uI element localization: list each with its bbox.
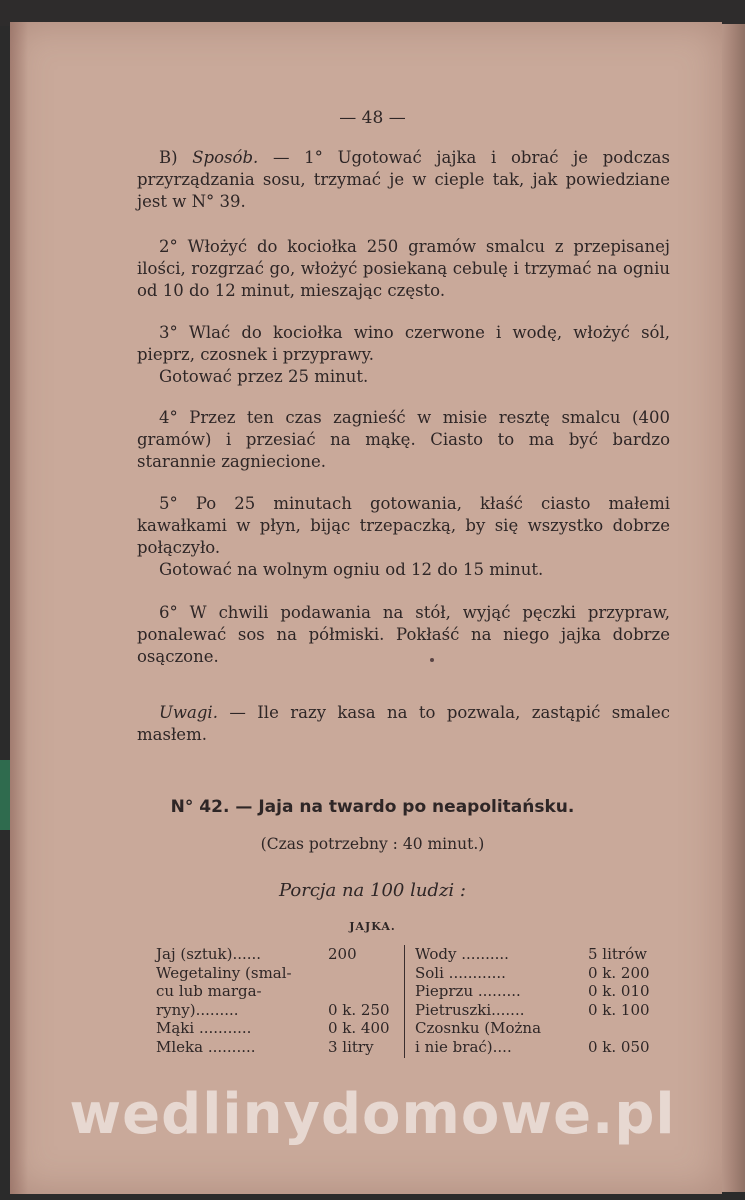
ingredient-quantity: 0 k. 100 [588, 1000, 650, 1019]
ingredient-name: i nie brać).... [415, 1037, 512, 1056]
ingredient-name: Soli ............ [415, 963, 506, 982]
remarks-text: Uwagi. — Ile razy kasa na to pozwala, zastąpić smalec masłem. [137, 703, 670, 744]
ink-speck [430, 658, 434, 662]
ingredient-row [156, 1019, 401, 1038]
lead-word: Uwagi. [159, 703, 218, 722]
recipe-heading [0, 797, 745, 817]
ingredient-name: Pieprzu ......... [415, 982, 521, 1000]
recipe-portion: Porcja na 100 ludzi : [279, 880, 466, 901]
ingredient-row [415, 982, 665, 1001]
ingredient-quantity: 200 [328, 945, 357, 963]
ingredient-quantity: 3 litry [328, 1037, 374, 1056]
ingredient-name: Mąki ........... [156, 1019, 252, 1037]
recipe-number: N° 42. — [170, 797, 253, 817]
ingredient-name: Jaj (sztuk)...... [156, 945, 262, 963]
ingredient-name: Mleka .......... [156, 1037, 256, 1056]
ingredient-quantity: 0 k. 250 [328, 1000, 390, 1019]
ingredient-row [415, 964, 665, 983]
paragraph-3-continuation: Gotować przez 25 minut. [159, 367, 369, 386]
lead-word: Sposób. [192, 148, 259, 167]
paragraph-3 [137, 322, 670, 388]
ingredient-name: cu lub marga- [156, 982, 262, 1000]
ingredient-row [415, 945, 665, 964]
ingredient-quantity: 0 k. 400 [328, 1019, 390, 1037]
page-right-edge [722, 24, 745, 1192]
remarks [137, 702, 670, 746]
ingredient-name: Wody .......... [415, 945, 509, 963]
paragraph-2 [137, 236, 670, 302]
ingredient-name: Czosnku (Można [415, 1019, 542, 1037]
paragraph-4 [137, 407, 670, 473]
ingredient-row [415, 1001, 665, 1020]
ingredient-quantity: 5 litrów [588, 945, 647, 963]
ingredient-row [156, 1001, 401, 1020]
ingredient-row [156, 964, 401, 983]
paragraph-2-text: 2° Włożyć do kociołka 250 gramów smalcu z przepisanej ilości, rozgrzać go, włożyć posiekaną cebulę i trzymać na ogniu od 10 do 12 minut, mieszając często. [137, 237, 670, 300]
paragraph-1-text: B) Sposób. — 1° Ugotować jajka i obrać je podczas przyrządzania sosu, trzymać je w cieple tak, jak powiedziane jest w N° 39. [137, 148, 670, 211]
ingredient-name: Wegetaliny (smal- [156, 963, 292, 982]
recipe-title: Jaja na twardo po neapolitańsku. [258, 797, 575, 817]
ingredient-row [415, 1038, 665, 1057]
watermark: wedlinydomowe.pl [69, 1082, 676, 1147]
ingredient-quantity: 0 k. 050 [588, 1037, 650, 1056]
ingredient-quantity: 0 k. 200 [588, 963, 650, 982]
recipe-time: (Czas potrzebny : 40 minut.) [260, 835, 485, 853]
paragraph-1 [137, 147, 670, 213]
paragraph-5 [137, 493, 670, 581]
ingredients-left-column [156, 945, 401, 1056]
paragraph-5-continuation: Gotować na wolnym ogniu od 12 do 15 minut. [159, 560, 544, 579]
section-heading: JAJKA. [349, 920, 396, 933]
paragraph-6-text: 6° W chwili podawania na stół, wyjąć pęczki przypraw, ponalewać sos na półmiski. Pokłaść na niego jajka dobrze osączone. [137, 603, 670, 666]
ingredient-row [415, 1019, 665, 1038]
ingredient-row [156, 1038, 401, 1057]
ingredients-right-column [415, 945, 665, 1056]
paragraph-6 [137, 602, 670, 668]
paragraph-3-text: 3° Wlać do kociołka wino czerwone i wodę, włożyć sól, pieprz, czosnek i przyprawy. [137, 323, 670, 364]
paragraph-4-text: 4° Przez ten czas zagnieść w misie resztę smalcu (400 gramów) i przesiać na mąkę. Ciasto to ma być bardzo starannie zagniecione. [137, 408, 670, 471]
ingredient-row [156, 945, 401, 964]
ingredient-name: Pietruszki....... [415, 1000, 525, 1019]
column-divider [404, 945, 405, 1058]
ingredient-row [156, 982, 401, 1001]
paragraph-5-text: 5° Po 25 minutach gotowania, kłaść ciasto małemi kawałkami w płyn, bijąc trzepaczką, by się wszystko dobrze połączyło. [137, 494, 670, 557]
page-number: — 48 — [339, 108, 406, 128]
ingredient-name: ryny)......... [156, 1000, 239, 1019]
page-left-shadow [10, 22, 28, 1194]
ingredient-quantity: 0 k. 010 [588, 982, 650, 1000]
